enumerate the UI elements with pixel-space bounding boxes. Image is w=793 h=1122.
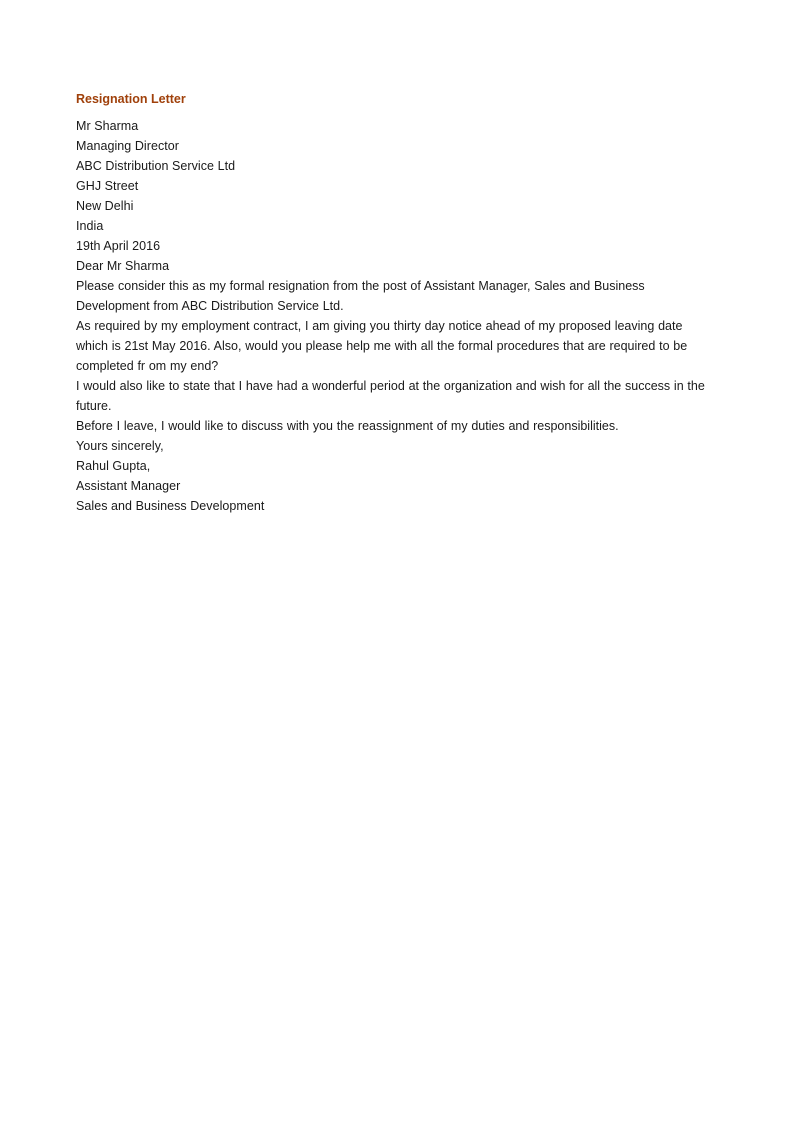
closing: Yours sincerely, [76,439,164,453]
recipient-country: India [76,219,104,233]
sender-name: Rahul Gupta, [76,459,151,473]
sender-position: Assistant Manager [76,479,181,493]
recipient-city: New Delhi [76,199,134,213]
paragraph-gratitude: I would also like to state that I have had a wonderful period at the organization and wish for all the success in the future. [76,379,705,413]
recipient-name: Mr Sharma [76,119,139,133]
recipient-company: ABC Distribution Service Ltd [76,159,236,173]
letter-body [76,90,716,516]
paragraph-resignation: Please consider this as my formal resignation from the post of Assistant Manager, Sales and Business Development from ABC Distribution Service Ltd. [76,279,645,313]
recipient-street: GHJ Street [76,179,139,193]
letter-date: 19th April 2016 [76,239,161,253]
salutation: Dear Mr Sharma [76,259,170,273]
paragraph-notice: As required by my employment contract, I am giving you thirty day notice ahead of my proposed leaving date which is 21st May 2016. Also, would you please help me with all the formal procedures that are required to be completed fr om my end? [76,319,688,373]
letter-title: Resignation Letter [76,92,186,106]
paragraph-handover: Before I leave, I would like to discuss with you the reassignment of my duties and responsibilities. [76,419,619,433]
sender-department: Sales and Business Development [76,499,265,513]
recipient-position: Managing Director [76,139,179,153]
